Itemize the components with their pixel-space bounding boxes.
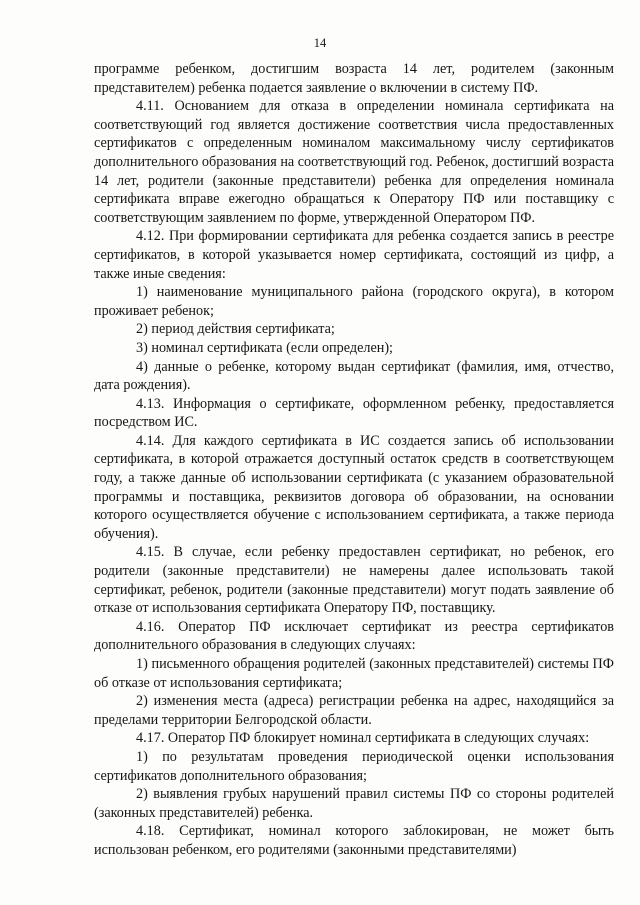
paragraph: 2) изменения места (адреса) регистрации ребенка на адрес, находящийся за пределами территории Белгородской области.	[94, 693, 614, 728]
paragraph: 2) выявления грубых нарушений правил системы ПФ со стороны родителей (законных представителей) ребенка.	[94, 786, 614, 821]
paragraph: 4) данные о ребенке, которому выдан сертификат (фамилия, имя, отчество, дата рождения).	[94, 358, 614, 394]
paragraph: 3) номинал сертификата (если определен);	[136, 339, 394, 356]
document-body	[94, 60, 614, 860]
paragraph: 4.16. Оператор ПФ исключает сертификат из реестра сертификатов дополнительного образования в следующих случаях:	[94, 618, 614, 654]
paragraph: 4.11. Основанием для отказа в определении номинала сертификата на соответствующий год является достижение соответствия числа предоставленных сертификатов с определенным номиналом максимальному числу сертификатов дополнительного образования на соответствующий год. Ребенок, достигший возраста 14 лет, родители (законные представители) ребенка для определения номинала сертификата вправе ежегодно обращаться к Оператору ПФ или поставщику с соответствующим заявлением по форме, утвержденной Оператором ПФ.	[94, 98, 614, 226]
paragraph: 2) период действия сертификата;	[136, 321, 335, 338]
page-number: 14	[313, 36, 327, 50]
paragraph: 4.14. Для каждого сертификата в ИС создается запись об использовании сертификата, в которой отражается доступный остаток средств в соответствующем году, а также данные об использовании сертификата (с указанием образовательной программы и поставщика, реквизитов договора об образовании, на основании которого осуществляется обучение с использованием сертификата, а также периода обучения).	[94, 432, 614, 542]
paragraph: 4.13. Информация о сертификате, оформленном ребенку, предоставляется посредством ИС.	[94, 395, 614, 431]
paragraph: 4.17. Оператор ПФ блокирует номинал сертификата в следующих случаях:	[136, 730, 590, 747]
paragraph: 4.15. В случае, если ребенку предоставлен сертификат, но ребенок, его родители (законные представители) не намерены далее использовать такой сертификат, ребенок, родители (законные представители) могут подать заявление об отказе от использования сертификата Оператору ПФ, поставщику.	[94, 544, 614, 617]
paragraph: 1) письменного обращения родителей (законных представителей) системы ПФ об отказе от использования сертификата;	[94, 656, 614, 691]
paragraph: программе ребенком, достигшим возраста 14 лет, родителем (законным представителем) ребенка подается заявление о включении в систему ПФ.	[94, 61, 614, 96]
paragraph: 1) по результатам проведения периодической оценки использования сертификатов дополнительного образования;	[94, 748, 614, 784]
paragraph: 4.18. Сертификат, номинал которого заблокирован, не может быть использован ребенком, его родителями (законными представителями)	[94, 823, 614, 858]
paragraph: 4.12. При формировании сертификата для ребенка создается запись в реестре сертификатов, в которой указывается номер сертификата, состоящий из цифр, а также иные сведения:	[94, 228, 614, 282]
paragraph: 1) наименование муниципального района (городского округа), в котором проживает ребенок;	[94, 284, 614, 319]
